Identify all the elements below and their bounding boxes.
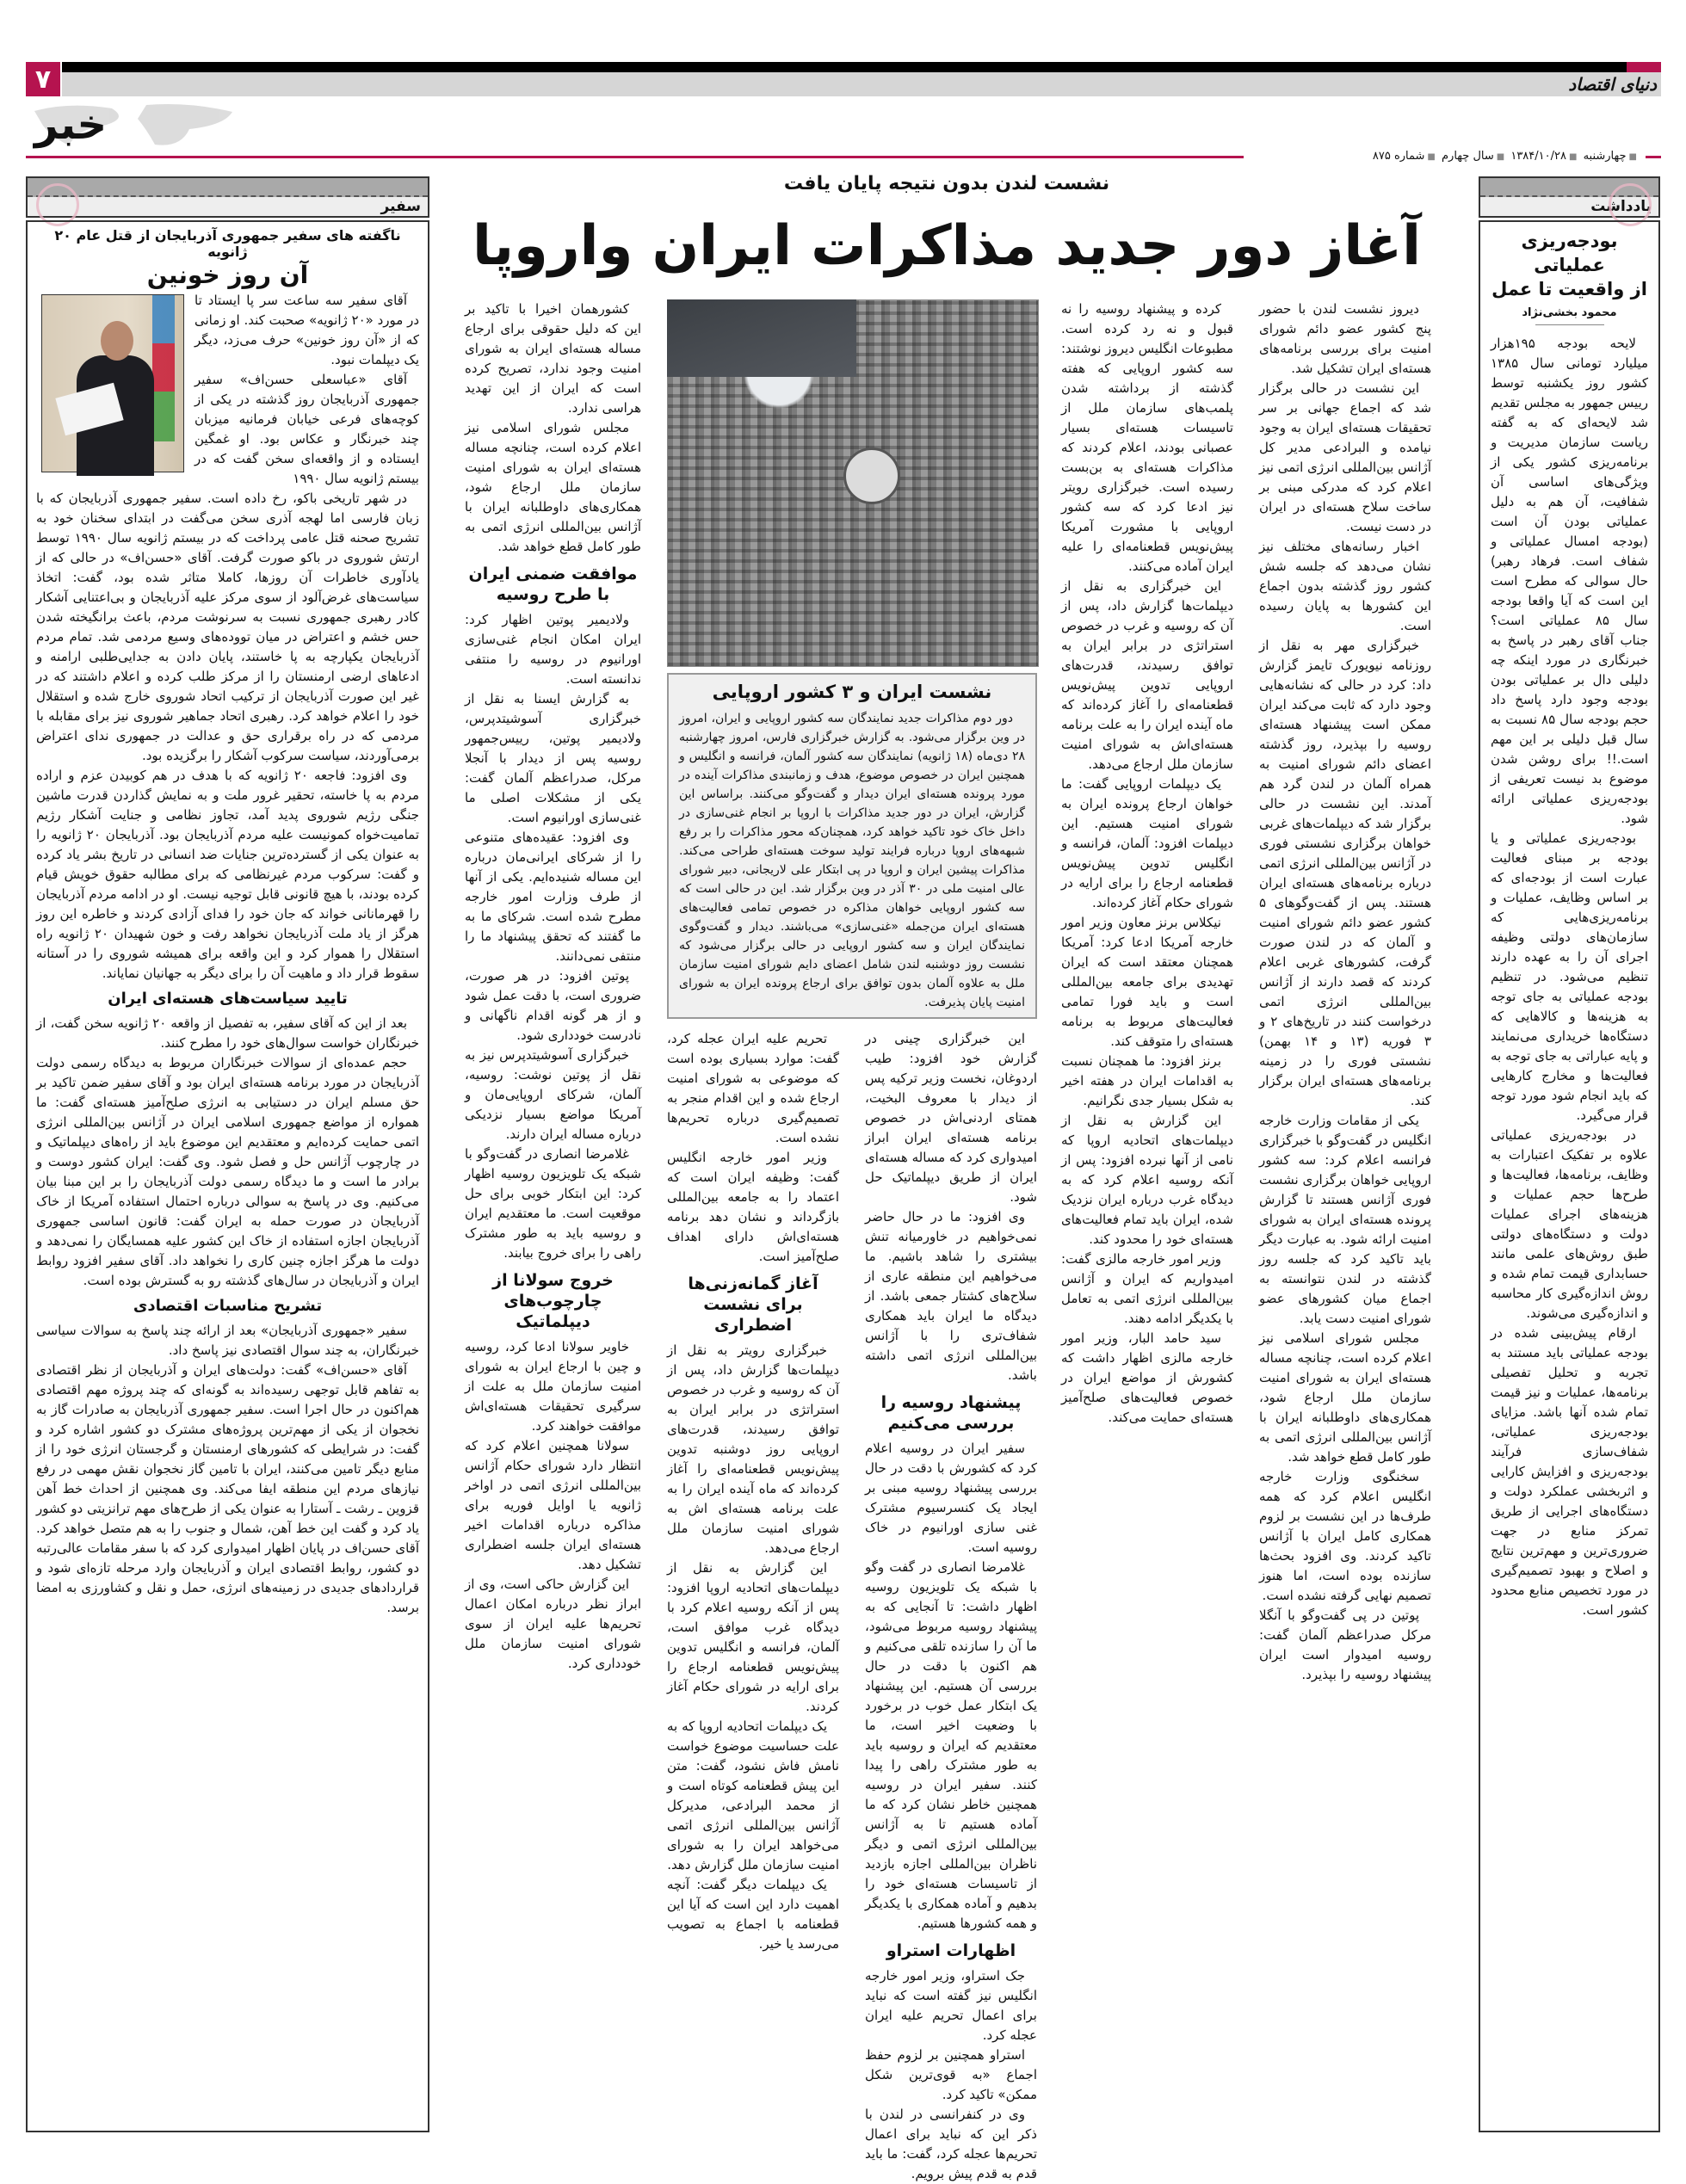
main-column-1: [1259, 299, 1431, 2128]
paragraph: غلامرضا انصاری در گفت وگو با شبکه یک تلویزیون روسیه اظهار داشت: تا آنجایی که به پیشنهاد روسیه مربوط می‌شود، ما آن را سازنده تلقی می‌کنیم و هم اکنون با دقت در حال بررسی آن هستیم. این پیشنهاد یک ابتکار عمل خوب در برخورد با وضعیت اخیر است، ما معتقدیم که ایران و روسیه باید به طور مشترک راهی را پیدا کنند. سفیر ایران در روسیه همچنین خاطر نشان کرد که ما آماده هستیم تا به آژانس بین‌المللی انرژی اتمی و دیگر ناظران بین‌المللی اجازه بازدید از تاسیسات هسته‌ای خود را بدهیم و آماده همکاری با یکدیگر و همه کشورها هستیم.: [865, 1559, 1037, 1931]
satellite-photo-reactor-dome: [843, 447, 900, 504]
paragraph: این خبرگزاری به نقل از دیپلمات‌ها گزارش داد، پس از آن که روسیه و غرب در خصوص استراتژی در برابر ایران به توافق رسیدند، قدرت‌های اروپایی تدوین پیش‌نویس قطعنامه‌ای را آغاز کرده‌اند که ماه آینده ایران را به علت برنامه هسته‌ای‌اش به شورای امنیت سازمان ملل ارجاع می‌دهد.: [1061, 578, 1233, 772]
paragraph: نیکلاس برنز معاون وزیر امور خارجه آمریکا ادعا کرد: آمریکا همچنان معتقد است که ایران تهدیدی برای جامعه بین‌المللی است و باید فورا تمامی فعالیت‌های مربوط به برنامه هسته‌ای را متوقف کند.: [1061, 915, 1233, 1049]
main-kicker: نشست لندن بدون نتیجه پایان یافت: [783, 173, 1110, 194]
masthead-accent: [1627, 62, 1661, 72]
paragraph: دور دوم مذاکرات جدید نمایندگان سه کشور اروپایی و ایران، امروز در وین برگزار می‌شود. به گزارش خبرگزاری فارس، امروز چهارشنبه ۲۸ دی‌ماه (۱۸ ژانویه) نمایندگان سه کشور آلمان، فرانسه و انگلیس و همچنین ایران در خصوص موضوع، هدف و زمانبندی مذاکرات آینده در مورد پرونده هسته‌ای ایران دیدار و گفت‌وگو می‌کنند. براساس این گزارش، ایران در دور جدید مذاکرات با اروپا بر انجام غنی‌سازی در داخل خاک خود تاکید خواهد کرد، همچنان‌که محور مذاکرات را بر رفع شبهه‌های اروپا درباره فرایند تولید سوخت هسته‌ای طراحی می‌کند. مذاکرات پیشین ایران و اروپا در پی ابتکار علی لاریجانی، دبیر شورای عالی امنیت ملی در ۳۰ آذر در وین برگزار شد. این در حالی است که سه کشور اروپایی خواهان مذاکره در خصوص تمامی فعالیت‌های هسته‌ای ایران من‌جمله «غنی‌سازی» می‌باشند. دیدار و گفت‌وگوی نمایندگان ایران و سه کشور اروپایی در حالی برگزار می‌شود که نشست روز دوشنبه لندن شامل اعضای دایم شورای امنیت سازمان ملل به علاوه آلمان بدون توافق برای ارجاع پرونده ایران به شورای امنیت پایان پذیرفت.: [679, 712, 1026, 1009]
paragraph: در شهر تاریخی باکو، رخ داده است. سفیر جمهوری آذربایجان که با زبان فارسی اما لهجه آذری سخن می‌گفت در ابتدای سخنان خود به تشریح صحنه قتل عامی پرداخت که در بیستم ژانویه سال ۱۹۹۰ توسط ارتش شوروی در باکو صورت گرفت. آقای «حسن‌اف» در حالی که از یادآوری خاطرات آن روزها، کاملا متاثر شده بود، گفت: اتخاذ سیاست‌های غرض‌آلود از سوی مرکز علیه آذربایجان و بی‌اعتنایی آشکار کادر رهبری جمهوری نسبت به سرنوشت مردم، باعث برانگیخته شدن حس خشم و اعتراض در میان تووده‌های وسیع مردمی شد. تمام مردم آذربایجان یکپارچه به پا خاستند، پایان دادن به جدایی‌طلبی ارامنه و ادعاهای ارضی ارمنستان را از مرکز طلب کرده و اعلام داشتند که در غیر این صورت آذربایجان از ترکیب اتحاد شوروی خارج شده و استقلال خود را اعلام خواهد کرد. رهبری اتحاد جماهیر شوروی نیز برای مقابله با مردمی که در راه برقراری حق و عدالت در جمهوری ندای اعتراض برمی‌آوردند، سیاست سرکوب آشکار را برگزیده بود.: [36, 490, 419, 763]
editorial-body: [1491, 334, 1648, 1620]
subheading: خروج سولانا از چارچوب‌های دیپلماتیک: [492, 1271, 614, 1331]
paragraph: در بودجه‌ریزی عملیاتی علاوه بر تفکیک اعتبارات به وظایف، برنامه‌ها، فعالیت‌ها و طرح‌ها حجم عملیات و هزینه‌های اجرای عملیات دولت و دستگاه‌های دولتی طبق روش‌های علمی مانند حسابداری قیمت تمام شده و روش اندازه‌گیری کار محاسبه و اندازه‌گیری می‌شوند.: [1491, 1127, 1648, 1321]
main-column-4: [667, 1029, 839, 2128]
paragraph: یکی از مقامات وزارت خارجه انگلیس در گفت‌وگو با خبرگزاری فرانسه اعلام کرد: سه کشور اروپایی خواهان برگزاری نشست فوری آژانس هستند تا گزارش پرونده هسته‌ای ایران به شورای امنیت ارائه شود. به عبارت دیگر باید تاکید کرد که جلسه روز گذشته در لندن نتوانسته به اجماع میان کشورهای عضو شورای امنیت دست یابد.: [1259, 1113, 1431, 1326]
paragraph: جک استراو، وزیر امور خارجه انگلیس نیز گفته است که نباید برای اعمال تحریم علیه ایران عجله کرد.: [865, 1968, 1037, 2043]
paragraph: بعد از این که آقای سفیر، به تفصیل از واقعه ۲۰ ژانویه سخن گفت، از خبرنگاران خواست سوال‌های خود را مطرح کنند.: [36, 1015, 419, 1051]
paragraph: وی افزود: عقیده‌های متنوعی را از شرکای ایرانی‌مان درباره این مساله شنیده‌ایم. یکی از آنها از طرف وزارت امور خارجه مطرح شده است. شرکای ما به ما گفتند که تحقق پیشنهاد ما را منتفی نمی‌دانند.: [465, 830, 641, 964]
satellite-photo-sea: [667, 299, 856, 377]
paragraph: آقای «حسن‌اف» گفت: دولت‌های ایران و آذربایجان از نظر اقتصادی به تفاهم قابل توجهی رسیده‌اند به گونه‌ای که چند پروژه مهم اقتصادی هم‌اکنون در حال اجرا است. سفیر جمهوری آذربایجان به صادرات گاز به نخجوان از یکی از مهم‌ترین پروژه‌های مشترک دو کشور اشاره کرد و گفت: در شرایطی که کشورهای ارمنستان و گرجستان انرژی خود را از منابع دیگر تامین می‌کنند، ایران با تامین گاز نخجوان نقش مهمی در رفع نیازهای مردم این منطقه ایفا می‌کند. وی همچنین از احداث خط آهن قزوین ـ رشت ـ آستارا به عنوان یکی از طرح‌های مهم ترانزیتی دو کشور یاد کرد و گفت این خط آهن، شمال و جنوب را به هم متصل خواهد کرد. آقای حسن‌اف در پایان اظهار امیدواری کرد که با سفر مقامات عالی‌رتبه دو کشور، روابط اقتصادی ایران و آذربایجان وارد مرحله تازه‌ای شود و قراردادهای جدیدی در زمینه‌های انرژی، حمل و نقل و کشاورزی به امضا برسد.: [36, 1362, 419, 1615]
date: ۱۳۸۴/۱۰/۲۸: [1510, 150, 1566, 163]
title-line: بودجه‌ریزی عملیاتی: [1521, 231, 1618, 275]
section-label: سفیر: [380, 198, 421, 215]
paragraph: به گزارش ایسنا به نقل از خبرگزاری آسوشیتدپرس، ولادیمیر پوتین، رییس‌جمهور روسیه پس از دیدار با آنجلا مرکل، صدراعظم آلمان گفت: یکی از مشکلات اصلی ما غنی‌سازی اورانیوم است.: [465, 691, 641, 825]
subheading: موافقت ضمنی ایران با طرح روسیه: [468, 565, 638, 604]
main-headline: آغاز دور جدید مذاکرات ایران واروپا: [472, 214, 1422, 278]
subheading: پیشنهاد روسیه را بررسی می‌کنیم: [880, 1393, 1022, 1433]
section-title: خبر: [34, 101, 108, 149]
paragraph: این خبرگزاری چینی در گزارش خود افزود: طیب اردوغان، نخست وزیر ترکیه پس از دیدار با معروف البخیت، همتای اردنی‌اش در خصوص برنامه هسته‌ای ایران ابراز امیدواری کرد که مساله هسته‌ای ایران از طریق دیپلماتیک حل شود.: [865, 1031, 1037, 1205]
paragraph: این نشست در حالی برگزار شد که اجماع جهانی بر سر تحقیقات هسته‌ای ایران به وجود نیامده و البرادعی مدیر کل آژانس بین‌المللی انرژی اتمی نیز اعلام کرد که مدرکی مبنی بر ساخت سلاح هسته‌ای در ایران در دست نیست.: [1258, 380, 1431, 534]
divider: [1535, 324, 1604, 325]
paragraph: وی افزود: ما در حال حاضر نمی‌خواهیم در خاورمیانه تنش بیشتری را شاهد باشیم. ما می‌خواهیم این منطقه عاری از سلاح‌های کشتار جمعی باشد. از دیدگاه ما ایران باید همکاری شفاف‌تری را با آژانس بین‌المللی انرژی اتمی داشته باشد.: [865, 1209, 1037, 1383]
subheading: آغاز گمانه‌زنی‌ها برای نشست اضطراری: [688, 1274, 818, 1335]
paragraph: ولادیمیر پوتین اظهار کرد: ایران امکان انجام غنی‌سازی اورانیوم در روسیه را منتفی ندانسته است.: [465, 612, 641, 687]
divider: [26, 156, 1244, 158]
paragraph: سفیر ایران در روسیه اعلام کرد که کشورش با دقت در حال بررسی پیشنهاد روسیه مبنی بر ایجاد یک کنسرسیوم مشترک غنی سازی اورانیوم در خاک روسیه است.: [865, 1441, 1037, 1555]
paragraph: دیروز نشست لندن با حضور پنج کشور عضو دائم شورای امنیت برای بررسی برنامه‌های هسته‌ای ایران تشکیل شد.: [1259, 301, 1431, 376]
ambassador-photo: [41, 294, 184, 472]
paragraph: سید حامد البار، وزیر امور خارجه مالزی اظهار داشت که کشورش از مواضع ایران در خصوص فعالیت‌های صلح‌آمیز هسته‌ای حمایت می‌کند.: [1061, 1330, 1233, 1425]
paragraph: کرده و پیشنهاد روسیه را نه قبول و نه رد کرده است. مطبوعات انگلیس دیروز نوشتند: سه کشور اروپایی که هفته گذشته از برداشته شدن پلمب‌های سازمان ملل از تاسیسات هسته‌ای بسیار عصبانی بودند، اعلام کردند که مذاکرات هسته‌ای به بن‌بست رسیده است. خبرگزاری رویتر نیز ادعا کرد که سه کشور اروپایی با مشورت آمریکا پیش‌نویس قطعنامه‌ای را علیه ایران آماده می‌کنند.: [1061, 301, 1233, 574]
main-column-2: [1061, 299, 1233, 2128]
editorial-article: [1479, 220, 1660, 2132]
paragraph: وزیر امور خارجه انگلیس گفت: وظیفه ایران است که اعتماد را به جامعه بین‌المللی بازگرداند و نشان دهد برنامه هسته‌ای‌اش دارای اهداف صلح‌آمیز است.: [667, 1150, 839, 1264]
paragraph: لایحه بودجه ۱۹۵هزار میلیارد تومانی سال ۱۳۸۵ کشور روز یکشنبه توسط رییس جمهور به مجلس تقدیم شد لایحه‌ای که به گفته ریاست سازمان مدیریت و برنامه‌ریزی کشور یکی از ویژگی‌های اساسی آن شفافیت، آن هم به دلیل عملیاتی بودن آن است (بودجه امسال عملیاتی و شفاف است. فرهاد رهبر) حال سوالی که مطرح است این است که آیا واقعا بودجه سال ۸۵ عملیاتی است؟ جناب آقای رهبر در پاسخ به خبرنگاری در مورد اینکه چه دلیلی دال بر عملیاتی بودن بودجه وجود دارد پاسخ داد حجم بودجه سال ۸۵ نسبت به سال قبل دلیلی بر این مهم است.!! برای روشن شدن موضوع بد نیست تعریفی از بودجه‌ریزی عملیاتی ارائه شود.: [1491, 336, 1649, 826]
subheading: تشریح مناسبات اقتصادی: [133, 1297, 323, 1315]
paragraph: برنز افزود: ما همچنان نسبت به اقدامات ایران در هفته اخیر به شکل بسیار جدی نگرانیم.: [1061, 1053, 1233, 1108]
inset-box: [667, 673, 1037, 1019]
paragraph: آقای «عباسعلی حسن‌اف» سفیر جمهوری آذربایجان روز گذشته در یکی از کوچه‌های فرعی خیابان فرمانیه میزبان چند خبرنگار و عکاس بود. او غمگین ایستاده و از واقعه‌ای سخن گفت که در بیستم ژانویه سال ۱۹۹۰: [195, 372, 419, 486]
ambassador-article: [26, 220, 429, 2132]
paragraph: سولانا همچنین اعلام کرد که انتظار دارد شورای حکام آژانس بین‌المللی انرژی اتمی در اواخر ژانویه یا اوایل فوریه برای مذاکره درباره اقدامات اخیر هسته‌ای ایران جلسه اضطراری تشکیل دهد.: [465, 1438, 641, 1572]
paragraph: خبرگزاری آسوشیتدپرس نیز به نقل از پوتین نوشت: روسیه، آلمان، شرکای اروپایی‌مان و آمریکا مواضع بسیار نزدیکی درباره مساله ایران دارند.: [465, 1047, 641, 1142]
masthead-bar: [62, 62, 1627, 72]
paragraph: یک دیپلمات اتحادیه اروپا که به علت حساسیت موضوع خواست نامش فاش نشود، گفت: متن این پیش قطعنامه کوتاه است و از محمد البرادعی، مدیرکل آژانس بین‌المللی انرژی اتمی می‌خواهد ایران را به شورای امنیت سازمان ملل گزارش دهد.: [667, 1718, 839, 1872]
subheading: تایید سیاست‌های هسته‌ای ایران: [108, 990, 348, 1008]
section-label: یادداشت: [1590, 198, 1652, 215]
paragraph: خبرگزاری مهر به نقل از روزنامه نیویورک تایمز گزارش داد: کرد در حالی که نشانه‌هایی وجود دارد که ثابت می‌کند ایران ممکن است پیشنهاد هسته‌ای روسیه را بپذیرد، روز گذشته اعضای دائم شورای امنیت به همراه آلمان در لندن گرد هم آمدند. این نشست در حالی برگزار شد که دیپلمات‌های غربی خواهان برگزاری نشستی فوری در آژانس بین‌المللی انرژی اتمی درباره برنامه‌های هسته‌ای ایران هستند. پس از گفت‌وگوهای ۵ کشور عضو دائم شورای امنیت و آلمان که در لندن صورت گرفت، کشورهای غربی اعلام کردند که قصد دارند از آژانس بین‌المللی انرژی اتمی درخواست کنند در تاریخ‌های ۲ و ۳ فوریه (۱۳ و ۱۴ بهمن) نشستی فوری را در زمینه برنامه‌های هسته‌ای ایران برگزار کند.: [1259, 638, 1431, 1108]
paragraph: مجلس شورای اسلامی نیز اعلام کرده است، چنانچه مساله هسته‌ای ایران به شورای امنیت سازمان ملل ارجاع شود، همکاری‌های داوطلبانه ایران با آژانس بین‌المللی انرژی اتمی به طور کامل قطع خواهد شد.: [1259, 1330, 1431, 1465]
page-number: ۷: [26, 62, 60, 96]
paragraph: سفیر «جمهوری آذربایجان» بعد از ارائه چند پاسخ به سوالات سیاسی خبرنگاران، به چند سوال اقتصادی نیز پاسخ داد.: [36, 1323, 419, 1358]
paragraph: خبرگزاری رویتر به نقل از دیپلمات‌ها گزارش داد، پس از آن که روسیه و غرب در خصوص استراتژی در برابر ایران به توافق رسیدند، قدرت‌های اروپایی روز دوشنبه تدوین پیش‌نویس قطعنامه‌ای را آغاز کرده‌اند که ماه آینده ایران را به علت برنامه هسته‌ای اش به شورای امنیت سازمان ملل ارجاع می‌دهد.: [667, 1342, 839, 1556]
title-line: از واقعیت تا عمل: [1491, 279, 1647, 299]
paragraph: یک دیپلمات دیگر گفت: آنچه اهمیت دارد این است که آیا این قطعنامه با اجماع به تصویب می‌رسد یا خیر.: [667, 1877, 839, 1952]
paragraph: پوتین در پی گفت‌وگو با آنگلا مرکل صدراعظم آلمان گفت: روسیه امیدوار است ایران پیشنهاد روسیه را بپذیرد.: [1259, 1607, 1431, 1682]
masthead-band: [62, 72, 1661, 96]
paragraph: این گزارش حاکی است، وی از ابراز نظر درباره امکان اعمال تحریم‌ها علیه ایران از سوی شورای امنیت سازمان ملل خودداری کرد.: [465, 1576, 641, 1671]
section-header-editorial: [1479, 176, 1660, 218]
article-body: [36, 291, 419, 1618]
paragraph: یک دیپلمات اروپایی گفت: ما خواهان ارجاع پرونده ایران به شورای امنیت هستیم. این دیپلمات افزود: آلمان، فرانسه و انگلیس تدوین پیش‌نویس قطعنامه ارجاع را برای ارایه در شورای حکام آغاز کرده‌اند.: [1061, 776, 1233, 910]
main-column-5: [465, 299, 641, 2128]
paragraph: مجلس شورای اسلامی نیز اعلام کرده است، چنانچه مساله هسته‌ای ایران به شورای امنیت سازمان ملل ارجاع شود، همکاری‌های داوطلبانه ایران با آژانس بین‌المللی انرژی اتمی به طور کامل قطع خواهد شد.: [465, 420, 641, 554]
issue-number: شماره ۸۷۵: [1372, 150, 1425, 163]
article-kicker: ناگفته های سفیر جمهوری آذربایجان از قتل عام ۲۰ ژانویه: [54, 227, 401, 260]
paragraph: بودجه‌ریزی عملیاتی و یا بودجه بر مبنای فعالیت عبارت است از بودجه‌ای که بر اساس وظایف، عملیات و برنامه‌ریزی‌هایی که سازمان‌های دولتی وظیفه اجرای آن را به عهده دارند تنظیم می‌شود. در تنظیم بودجه عملیاتی به جای توجه به هزینه‌ها و کالاهایی که دستگاه‌ها خریداری می‌نمایند و پایه عباراتی به جای توجه به فعالیت‌ها و مخارج کارهایی که باید انجام شود مورد توجه قرار می‌گیرد.: [1491, 830, 1648, 1123]
dateline: ■چهارشنبه ■۱۳۸۴/۱۰/۲۸ ■سال چهارم ■شماره ۸۷۵: [1372, 150, 1637, 163]
paragraph: تحریم علیه ایران عجله کرد، گفت: موارد بسیاری بوده است که موضوعی به شورای امنیت ارجاع شده و این اقدام منجر به تصمیم‌گیری درباره تحریم‌ها نشده است.: [667, 1031, 839, 1145]
newspaper-logo: دنیای اقتصاد: [1568, 74, 1657, 95]
main-column-3: [865, 1029, 1037, 2181]
subheading: اظهارات استراو: [886, 1941, 1016, 1960]
author: محمود بخشی‌نژاد: [1522, 306, 1617, 319]
paragraph: غلامرضا انصاری در گفت‌وگو با شبکه یک تلویزیون روسیه اظهار کرد: این ابتکار خوبی برای حل موقعیت است. ما معتقدیم ایران و روسیه باید به طور مشترک راهی را برای خروج بیابند.: [465, 1146, 641, 1261]
paragraph: سخنگوی وزارت خارجه انگلیس اعلام کرد که همه طرف‌ها در این نشست بر لزوم همکاری کامل ایران با آژانس تاکید کردند. وی افزود بحث‌ها سازنده بوده است، اما هنوز تصمیم نهایی گرفته نشده است.: [1259, 1469, 1431, 1603]
paragraph: این گزارش به نقل از دیپلمات‌های اتحادیه اروپا که نامی از آنها نبرده افزود: پس از آنکه روسیه اعلام کرد که به دیدگاه غرب درباره ایران نزدیک شده، ایران باید تمام فعالیت‌های هسته‌ای خود را محدود کند.: [1061, 1113, 1233, 1247]
paragraph: وی در کنفرانسی در لندن با ذکر این که نباید برای اعمال تحریم‌ها عجله کرد، گفت: ما باید قدم به قدم پیش برویم.: [865, 2107, 1037, 2181]
paragraph: ارقام پیش‌بینی شده در بودجه عملیاتی باید مستند به تجربه و تحلیل تفصیلی برنامه‌ها، عملیات و نیز قیمت تمام شده آنها باشد. مزایای بودجه‌ریزی عملیاتی، شفاف‌سازی فرآیند بودجه‌ریزی و افزایش کارایی و اثربخشی عملکرد دولت و دستگاه‌های اجرایی از طریق تمرکز منابع در جهت ضروری‌ترین و مهم‌ترین نتایج و اصلاح و بهبود تصمیم‌گیری در مورد تخصیص منابع محدود کشور است.: [1491, 1325, 1648, 1618]
inset-body: [679, 709, 1025, 1012]
paragraph: خاویر سولانا ادعا کرد، روسیه و چین با ارجاع ایران به شورای امنیت سازمان ملل به علت از سرگیری تحقیقات هسته‌ای‌اش موافقت خواهند کرد.: [465, 1339, 641, 1434]
article-title: آن روز خونین: [146, 261, 309, 289]
divider: [1646, 156, 1661, 158]
paragraph: وی افزود: فاجعه ۲۰ ژانویه که با هدف در هم کوبیدن عزم و اراده مردم به پا خاسته، تحقیر غرور ملت و به نمایش گذاردن قدرت ماشین جنگی رژیم شوروی پدید آمد، تجاوز نظامی و جنایت آشکار رژیم تمامیت‌خواه کمونیست علیه مردم آذربایجان بود. آذربایجان ۲۰ ژانویه را به عنوان یکی از گسترده‌ترین جنایات ضد انسانی در تاریخ بشر یاد کرده و گفت: سرکوب مردم غیرنظامی که برای مطالبه حقوق خویش قیام کرده بودند، با هیچ قانونی قابل توجیه نیست. او در ادامه مردم آذربایجان را قهرمانانی خواند که جان خود را فدای آزادی کردند و خاطره این روز هرگز از یاد ملت آذربایجان نخواهد رفت و خون شهیدان ۲۰ ژانویه راه استقلال را هموار کرد و این واقعه برای همیشه شوروی را در آستانه سقوط قرار داد و ماهیت آن را برای دیگر به جهانیان نمایاند.: [36, 768, 419, 981]
paragraph: کشورهمان اخیرا با تاکید بر این که دلیل حقوقی برای ارجاع مساله هسته‌ای ایران به شورای امنیت وجود ندارد، تصریح کرده است که ایران از این تهدید هراسی ندارد.: [465, 301, 641, 416]
paragraph: این گزارش به نقل از دیپلمات‌های اتحادیه اروپا افزود: پس از آنکه روسیه اعلام کرد با دیدگاه غرب موافق است، آلمان، فرانسه و انگلیس تدوین پیش‌نویس قطعنامه ارجاع را برای ارایه در شورای حکام آغاز کردند.: [667, 1560, 839, 1714]
paragraph: آقای سفیر سه ساعت سر پا ایستاد تا در مورد «۲۰ ژانویه» صحبت کند. او زمانی که از «آن روز خونین» حرف می‌زد، دیگر یک دیپلمات نبود.: [195, 293, 419, 367]
inset-title: نشست ایران و ۳ کشور اروپایی: [712, 682, 992, 702]
weekday: چهارشنبه: [1583, 150, 1627, 163]
editorial-title: [1491, 229, 1648, 301]
volume: سال چهارم: [1442, 150, 1494, 163]
paragraph: وزیر امور خارجه مالزی گفت: امیدواریم که ایران و آژانس بین‌المللی انرژی اتمی به تعامل با یکدیگر ادامه دهند.: [1061, 1251, 1233, 1326]
section-header-ambassador: [26, 176, 429, 218]
paragraph: اخبار رسانه‌های مختلف نیز نشان می‌دهد که جلسه شش کشور روز گذشته بدون اجماع این کشورها به پایان رسیده است.: [1259, 539, 1431, 633]
paragraph: حجم عمده‌ای از سوالات خبرنگاران مربوط به دیدگاه رسمی دولت آذربایجان در مورد برنامه هسته‌ای ایران بود و آقای سفیر ضمن تاکید بر حق مسلم ایران در دستیابی به انرژی صلح‌آمیز هسته‌ای گفت: ما همواره از مواضع جمهوری اسلامی ایران در آژانس بین‌المللی انرژی اتمی حمایت کرده‌ایم و معتقدیم این موضوع باید از راه‌های دیپلماتیک و در چارچوب آژانس حل و فصل شود. وی گفت: ایران کشور دوست و برادر ما است و ما دیدگاه رسمی دولت آذربایجان را بر این مبنا بیان می‌کنیم. وی در پاسخ به سوالی درباره احتمال استفاده آمریکا از خاک آذربایجان در صورت حمله به ایران گفت: قانون اساسی جمهوری آذربایجان اجازه استفاده از خاک این کشور علیه همسایگان را نمی‌دهد و دولت ما هرگز اجازه چنین کاری را نخواهد داد. آقای سفیر افزود روابط ایران و آذربایجان در سال‌های گذشته رو به گسترش بوده است.: [36, 1055, 419, 1288]
paragraph: پوتین افزود: در هر صورت، ضروری است، با دقت عمل شود و از هر گونه اقدام ناگهانی و نادرست خودداری شود.: [465, 968, 641, 1043]
paragraph: استراو همچنین بر لزوم حفظ اجماع «به قوی‌ترین شکل ممکن» تاکید کرد.: [865, 2047, 1037, 2102]
